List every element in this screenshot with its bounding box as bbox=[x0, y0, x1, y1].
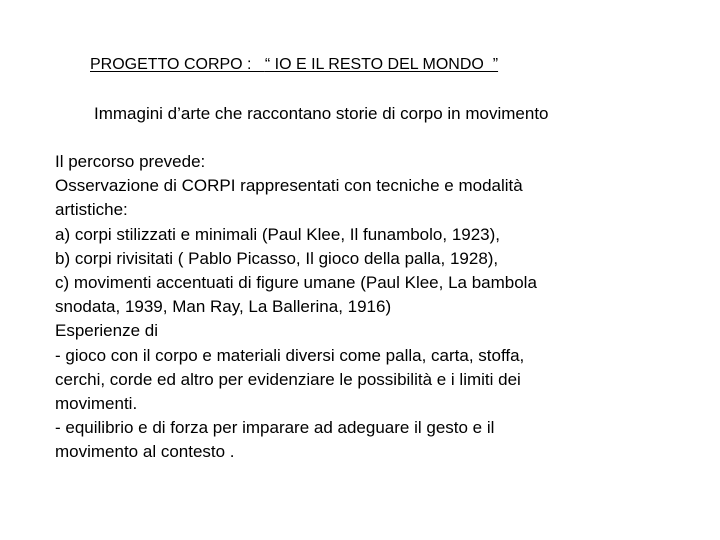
body-line: snodata, 1939, Man Ray, La Ballerina, 1916) bbox=[55, 297, 392, 317]
body-line: Il percorso prevede: bbox=[55, 152, 206, 171]
body-line: a) corpi stilizzati e minimali (Paul Klee, Il funambolo, 1923), bbox=[55, 224, 501, 244]
title-theme-label: “ IO E IL RESTO DEL MONDO ” bbox=[264, 56, 499, 73]
body-line: artistiche: bbox=[55, 200, 128, 220]
page-title bbox=[90, 55, 498, 75]
body-line: c) movimenti accentuati di figure umane (Paul Klee, La bambola bbox=[55, 273, 537, 293]
body-line: Osservazione di CORPI rappresentati con tecniche e modalità bbox=[55, 176, 523, 196]
body-line: movimento al contesto . bbox=[55, 442, 235, 462]
body-text bbox=[55, 150, 655, 465]
body-line: Esperienze di bbox=[55, 321, 159, 341]
subtitle: Immagini d’arte che raccontano storie di corpo in movimento bbox=[94, 104, 549, 123]
body-line: b) corpi rivisitati ( Pablo Picasso, Il gioco della palla, 1928), bbox=[55, 248, 499, 268]
body-line: - gioco con il corpo e materiali diversi come palla, carta, stoffa, bbox=[55, 345, 525, 365]
body-line: - equilibrio e di forza per imparare ad adeguare il gesto e il bbox=[55, 418, 495, 438]
title-project-label: PROGETTO CORPO : bbox=[90, 56, 252, 73]
body-line: movimenti. bbox=[55, 394, 138, 414]
body-line: cerchi, corde ed altro per evidenziare le possibilità e i limiti dei bbox=[55, 369, 521, 389]
